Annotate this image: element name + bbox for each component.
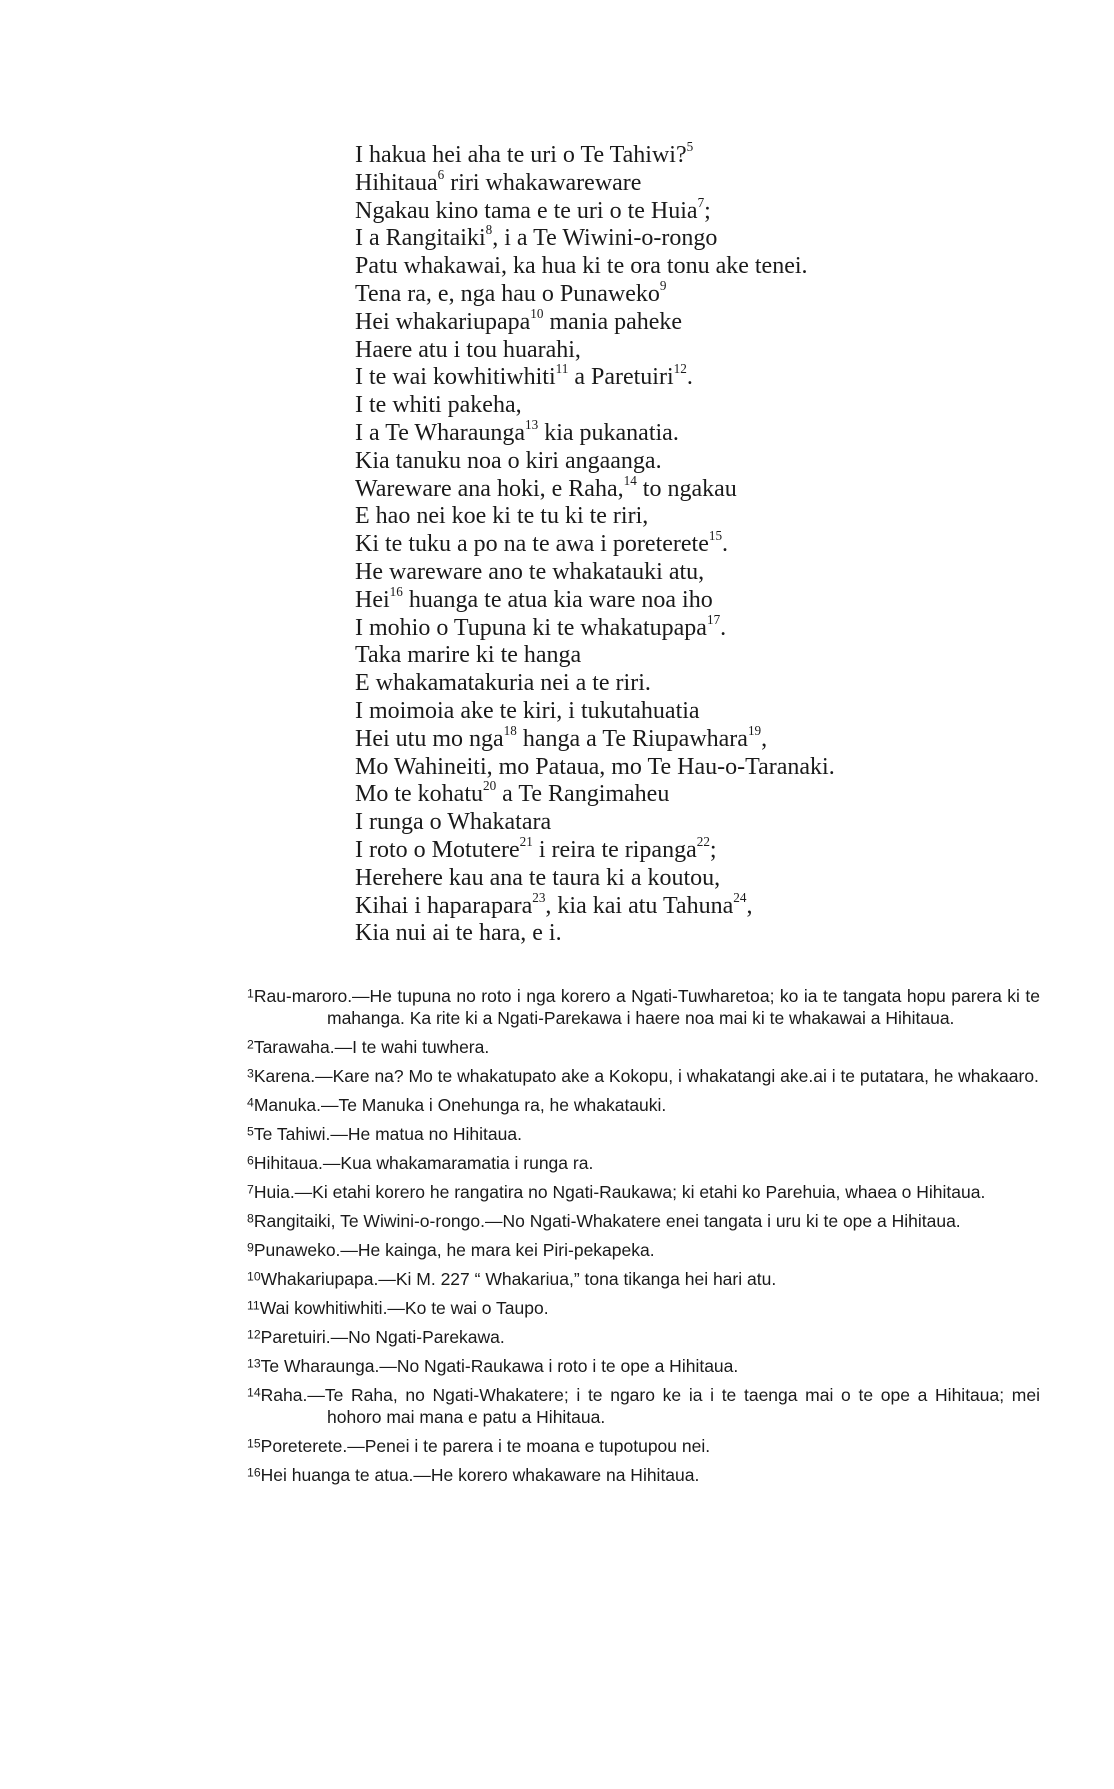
poem-text-segment: I a Te Wharaunga bbox=[355, 419, 526, 446]
footnote bbox=[247, 1036, 1040, 1058]
footnote bbox=[247, 1297, 1040, 1319]
poem-text-segment: a Paretuiri bbox=[568, 364, 674, 391]
footnote-reference: 10 bbox=[530, 305, 544, 321]
footnote-reference: 7 bbox=[697, 194, 705, 210]
poem-text-segment: I hakua hei aha te uri o Te Tahiwi? bbox=[355, 142, 687, 168]
footnote-reference: 13 bbox=[525, 416, 539, 432]
poem-text-segment: Ngakau kino tama e te uri o te Huia bbox=[355, 197, 698, 224]
footnote-number: 14 bbox=[247, 1385, 261, 1400]
poem-text-segment: Haere atu i tou huarahi, bbox=[355, 336, 581, 363]
poem-text-segment: Herehere kau ana te taura ki a koutou, bbox=[355, 864, 721, 891]
poem-text-segment: E whakamatakuria nei a te riri. bbox=[355, 670, 651, 697]
poem-line bbox=[355, 503, 835, 531]
poem-text-segment: a Te Rangimaheu bbox=[496, 781, 670, 808]
poem-text-segment: huanga te atua kia ware noa iho bbox=[402, 586, 713, 613]
poem-line bbox=[355, 889, 835, 921]
poem-line bbox=[355, 305, 835, 337]
poem-line bbox=[355, 920, 835, 948]
footnote-reference: 24 bbox=[733, 889, 747, 905]
poem-line bbox=[355, 642, 835, 670]
footnote-reference: 9 bbox=[659, 277, 667, 293]
poem-text-segment: , bbox=[746, 892, 753, 919]
footnote bbox=[247, 1464, 1040, 1486]
poem-text-segment: . bbox=[720, 614, 727, 641]
poem-text-segment: . bbox=[722, 531, 729, 558]
poem-text-segment: , i a Te Wiwini-o-rongo bbox=[492, 225, 718, 252]
footnote-reference: 17 bbox=[706, 611, 721, 627]
poem-line bbox=[355, 559, 835, 587]
poem-text-segment: Hei utu mo nga bbox=[355, 725, 504, 752]
footnote-reference: 20 bbox=[482, 778, 497, 794]
footnote-number: 16 bbox=[247, 1465, 261, 1480]
poem-line bbox=[355, 778, 835, 809]
poem-text-segment: , bbox=[761, 725, 768, 752]
footnote-number: 5 bbox=[247, 1124, 254, 1139]
poem-text-segment: mania paheke bbox=[543, 308, 683, 335]
poem-line bbox=[355, 722, 835, 754]
poem-line bbox=[355, 277, 835, 309]
poem-text-segment: Hei bbox=[355, 586, 390, 613]
footnote-reference: 16 bbox=[389, 583, 403, 599]
poem-text-segment: I moimoia ake te kiri, i tukutahuatia bbox=[355, 697, 700, 724]
footnote bbox=[247, 1384, 1040, 1428]
footnote-number: 15 bbox=[247, 1436, 261, 1451]
poem-text-segment: I a Rangitaiki bbox=[355, 225, 486, 252]
poem-line bbox=[355, 809, 835, 837]
footnote-text: Manuka.—Te Manuka i Onehunga ra, he whakatauki. bbox=[253, 1095, 667, 1115]
footnote bbox=[247, 1355, 1040, 1377]
poem-text-segment: Kia nui ai te hara, e i. bbox=[355, 920, 562, 947]
footnote-text: Whakariupapa.—Ki M. 227 “ Whakariua,” tona tikanga hei hari atu. bbox=[260, 1269, 777, 1289]
poem-text-segment: ; bbox=[704, 197, 711, 224]
footnote-text: Wai kowhitiwhiti.—Ko te wai o Taupo. bbox=[259, 1298, 549, 1318]
footnote bbox=[247, 1065, 1040, 1087]
footnote bbox=[247, 1181, 1040, 1203]
footnote bbox=[247, 1435, 1040, 1457]
footnote-reference: 23 bbox=[532, 889, 546, 905]
footnote-text: Hihitaua.—Kua whakamaramatia i runga ra. bbox=[253, 1153, 594, 1173]
poem-text-segment: I te wai kowhitiwhiti bbox=[355, 364, 556, 391]
poem-text-segment: , kia kai atu Tahuna bbox=[545, 892, 734, 919]
poem-line bbox=[355, 472, 835, 504]
footnote-text: Tarawaha.—I te wahi tuwhera. bbox=[253, 1037, 490, 1057]
poem-text-segment: He wareware ano te whakatauki atu, bbox=[355, 558, 705, 585]
footnote-reference: 12 bbox=[673, 361, 687, 377]
footnote-text: Raha.—Te Raha, no Ngati-Whakatere; i te ngaro ke ia i te taenga mai o te ope a Hihitaua; mei hohoro mai mana e patu a Hihitaua. bbox=[260, 1385, 1040, 1427]
poem-line bbox=[355, 754, 835, 782]
poem-text-segment: Tena ra, e, nga hau o Punaweko bbox=[355, 280, 660, 307]
poem-line bbox=[355, 833, 835, 865]
poem-text-segment: Hei whakariupapa bbox=[355, 308, 531, 335]
footnote bbox=[247, 985, 1040, 1029]
poem-text-segment: Kihai i haparapara bbox=[355, 892, 533, 919]
poem-text-segment: I te whiti pakeha, bbox=[355, 392, 522, 419]
footnote-number: 6 bbox=[247, 1153, 254, 1168]
poem-text-segment: I roto o Motutere bbox=[355, 836, 520, 863]
poem-text-segment: riri whakawareware bbox=[444, 169, 642, 196]
footnote-number: 2 bbox=[247, 1037, 254, 1052]
poem-line bbox=[355, 194, 835, 226]
poem-line bbox=[355, 138, 835, 170]
poem-line bbox=[355, 222, 835, 253]
poem-text-segment: Mo Wahineiti, mo Pataua, mo Te Hau-o-Taranaki. bbox=[355, 753, 835, 780]
footnote-number: 9 bbox=[247, 1240, 254, 1255]
footnote-text: Rangitaiki, Te Wiwini-o-rongo.—No Ngati-Whakatere enei tangata i uru ki te ope a Hihitaua. bbox=[253, 1211, 961, 1231]
poem-text-segment: . bbox=[686, 364, 693, 391]
footnote-number: 4 bbox=[247, 1095, 254, 1110]
footnote-number: 7 bbox=[247, 1182, 254, 1197]
footnote-reference: 6 bbox=[437, 166, 445, 182]
poem-text-segment: Taka marire ki te hanga bbox=[355, 642, 582, 669]
footnote-number: 13 bbox=[247, 1356, 261, 1371]
footnote-number: 10 bbox=[247, 1269, 261, 1284]
poem-text-segment: Hihitaua bbox=[355, 169, 438, 196]
poem-text-segment: i reira te ripanga bbox=[532, 836, 697, 863]
poem-line bbox=[355, 448, 835, 476]
poem-text-segment: hanga a Te Riupawhara bbox=[516, 725, 748, 752]
footnote-reference: 11 bbox=[555, 361, 569, 377]
footnote-reference: 14 bbox=[623, 472, 637, 488]
footnote-reference: 5 bbox=[686, 138, 694, 154]
poem-text-segment: E hao nei koe ki te tu ki te riri, bbox=[355, 503, 649, 530]
footnote-reference: 22 bbox=[696, 833, 710, 849]
footnote-number: 12 bbox=[247, 1327, 261, 1342]
footnote-text: Huia.—Ki etahi korero he rangatira no Ngati-Raukawa; ki etahi ko Parehuia, whaea o Hihitaua. bbox=[253, 1182, 986, 1202]
footnote-reference: 8 bbox=[485, 222, 493, 238]
poem-line bbox=[355, 670, 835, 698]
poem-text-segment: I mohio o Tupuna ki te whakatupapa bbox=[355, 614, 707, 641]
poem-line bbox=[355, 583, 835, 615]
poem-line bbox=[355, 361, 835, 392]
poem-line bbox=[355, 611, 835, 643]
footnote bbox=[247, 1152, 1040, 1174]
footnote-number: 3 bbox=[247, 1066, 254, 1081]
poem-text-segment: Patu whakawai, ka hua ki te ora tonu ake tenei. bbox=[355, 253, 808, 280]
footnote-reference: 21 bbox=[519, 833, 533, 849]
footnote bbox=[247, 1210, 1040, 1232]
poem-text-segment: Wareware ana hoki, e Raha, bbox=[355, 475, 624, 502]
footnote-number: 1 bbox=[247, 986, 254, 1001]
poem-line bbox=[355, 337, 835, 365]
footnote bbox=[247, 1326, 1040, 1348]
footnote-text: Rau-maroro.—He tupuna no roto i nga korero a Ngati-Tuwharetoa; ko ia te tangata hopu parera ki te mahanga. Ka rite ki a Ngati-Parekawa i haere noa mai ki te whakawai a Hihitaua. bbox=[253, 986, 1040, 1028]
footnote-text: Te Wharaunga.—No Ngati-Raukawa i roto i te ope a Hihitaua. bbox=[260, 1356, 739, 1376]
poem-text-segment: Ki te tuku a po na te awa i poreterete bbox=[355, 531, 709, 558]
poem-text-segment: to ngakau bbox=[636, 475, 737, 502]
footnote-text: Te Tahiwi.—He matua no Hihitaua. bbox=[253, 1124, 522, 1144]
poem-line bbox=[355, 166, 835, 198]
footnote bbox=[247, 1094, 1040, 1116]
footnote-text: Karena.—Kare na? Mo te whakatupato ake a Kokopu, i whakatangi ake.ai i te putatara, he whakaaro. bbox=[253, 1066, 1039, 1086]
poem-text-segment: Mo te kohatu bbox=[355, 781, 483, 808]
footnotes-section bbox=[247, 985, 1040, 1493]
footnote bbox=[247, 1239, 1040, 1261]
footnote-text: Punaweko.—He kainga, he mara kei Piri-pekapeka. bbox=[253, 1240, 655, 1260]
poem-line bbox=[355, 865, 835, 893]
poem-text-segment: I runga o Whakatara bbox=[355, 809, 552, 836]
poem-line bbox=[355, 698, 835, 726]
poem-text-segment: Kia tanuku noa o kiri angaanga. bbox=[355, 447, 662, 474]
footnote-number: 8 bbox=[247, 1211, 254, 1226]
poem-text-segment: kia pukanatia. bbox=[538, 419, 679, 446]
footnote-number: 11 bbox=[247, 1298, 260, 1313]
poem-text bbox=[355, 138, 835, 948]
poem-line bbox=[355, 253, 835, 281]
footnote-text: Paretuiri.—No Ngati-Parekawa. bbox=[260, 1327, 505, 1347]
poem-text-segment: ; bbox=[709, 836, 717, 863]
footnote-reference: 18 bbox=[503, 722, 517, 738]
footnote-text: Hei huanga te atua.—He korero whakaware na Hihitaua. bbox=[260, 1465, 700, 1485]
footnote-reference: 19 bbox=[747, 722, 762, 738]
poem-line bbox=[355, 527, 835, 559]
poem-line bbox=[355, 416, 835, 448]
footnote bbox=[247, 1268, 1040, 1290]
footnote-text: Poreterete.—Penei i te parera i te moana e tupotupou nei. bbox=[260, 1436, 711, 1456]
poem-line bbox=[355, 392, 835, 420]
footnote bbox=[247, 1123, 1040, 1145]
footnote-reference: 15 bbox=[708, 527, 723, 543]
